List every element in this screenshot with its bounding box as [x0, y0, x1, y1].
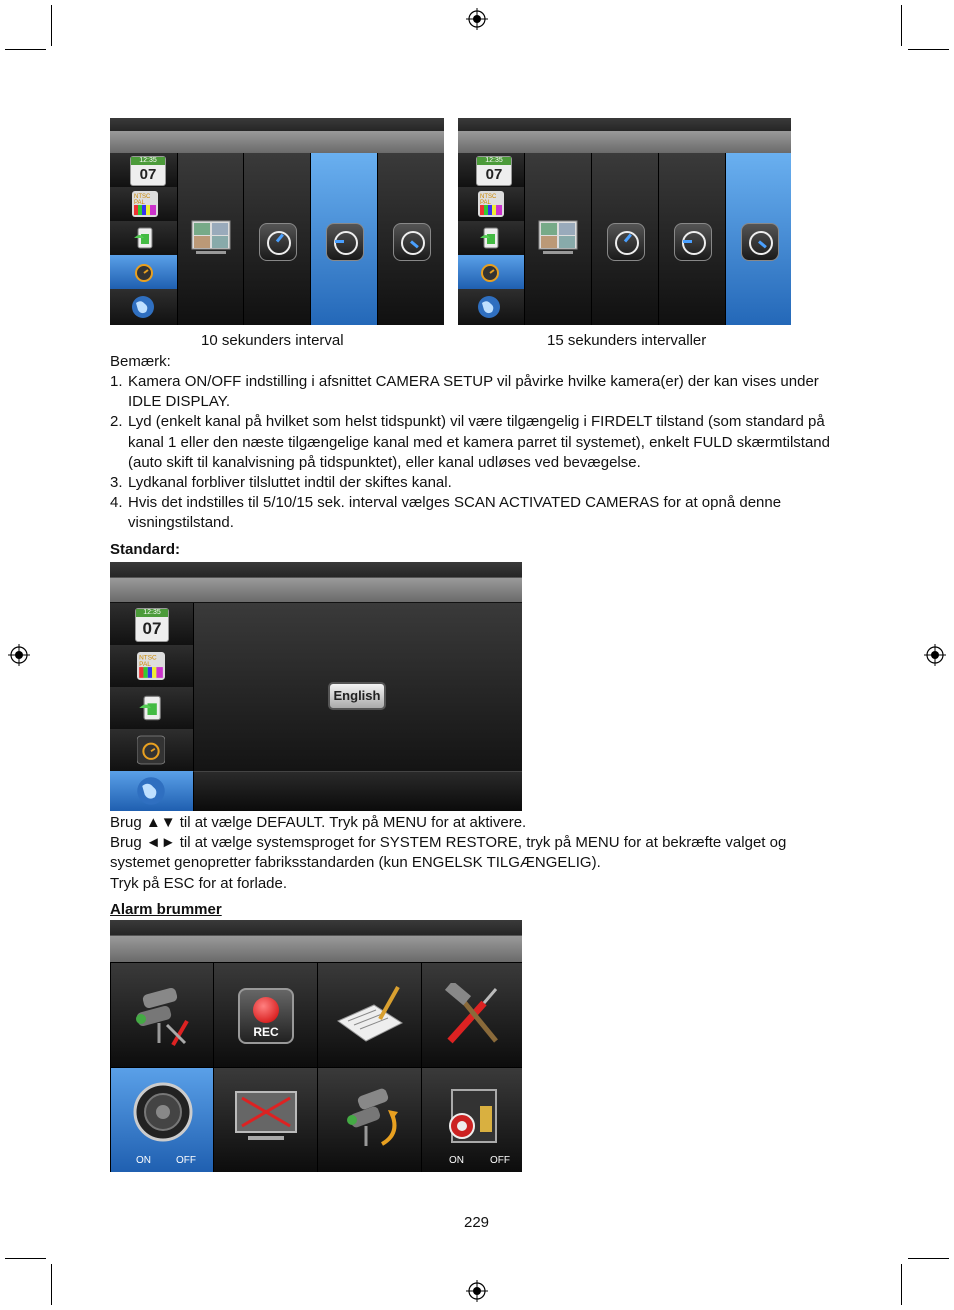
- menu-item-timer[interactable]: [110, 255, 177, 290]
- menu-item-format[interactable]: [110, 645, 193, 688]
- section-heading-alarm: Alarm brummer: [110, 901, 222, 918]
- timer-icon: [674, 223, 712, 261]
- note-text: Lyd (enkelt kanal på hvilket som helst tidspunkt) vil være tilgængelig i FIRDELT tilstand (som standard på kanal 1 eller den næste tilgængelige kanal med et kamera parret til systemet), enkelt FULD skærmtilstand (auto skift til kanalvisning på tidspunktet), eller kanal udløses ved bevægelse.: [128, 413, 830, 471]
- tile-camera-setup[interactable]: [110, 962, 215, 1069]
- screen-header-bar: [458, 131, 791, 153]
- menu-item-language[interactable]: [458, 289, 525, 325]
- camera-rotate-icon: [340, 1086, 404, 1152]
- option-10-sec[interactable]: [658, 153, 726, 325]
- timer-icon: [133, 261, 155, 283]
- menu-item-battery[interactable]: [458, 221, 525, 256]
- screen-header-bar: [110, 131, 444, 153]
- option-quad-view[interactable]: [177, 153, 244, 325]
- quad-view-icon: [190, 219, 232, 259]
- menu-item-timer[interactable]: [458, 255, 525, 290]
- option-10-sec[interactable]: [310, 153, 378, 325]
- side-menu: [110, 153, 177, 325]
- monitor-off-icon: [234, 1090, 298, 1146]
- menu-item-format[interactable]: [110, 187, 177, 222]
- menu-item-date[interactable]: [110, 603, 193, 646]
- instruction-line: Tryk på ESC for at forlade.: [110, 875, 288, 892]
- menu-item-timer[interactable]: [110, 729, 193, 772]
- battery-icon: [132, 226, 156, 250]
- note-text: Kamera ON/OFF indstilling i afsnittet CAMERA SETUP vil påvirke hvilke kamera(er) der kan vises under IDLE DISPLAY.: [128, 373, 819, 411]
- menu-item-date[interactable]: [458, 153, 525, 188]
- option-15-sec[interactable]: [377, 153, 444, 325]
- tile-document[interactable]: [317, 962, 423, 1069]
- note-number: 2.: [110, 413, 123, 431]
- language-english-label: English: [333, 688, 381, 703]
- crop-mark: [908, 1258, 949, 1259]
- menu-item-language[interactable]: [110, 289, 177, 325]
- ntsc-pal-icon: [478, 191, 504, 217]
- svg-text:PAL: PAL: [139, 661, 151, 668]
- crop-mark: [908, 49, 949, 50]
- crop-mark: [901, 1264, 902, 1305]
- crop-mark: [901, 5, 902, 46]
- screen-header-bar: [110, 578, 522, 602]
- screen-standard: [110, 562, 522, 811]
- tile-record[interactable]: [213, 962, 319, 1069]
- screen-15-sec-interval: [458, 118, 791, 325]
- menu-item-date[interactable]: [110, 153, 177, 188]
- crop-mark: [5, 49, 46, 50]
- side-menu: [110, 603, 193, 811]
- globe-icon: [477, 295, 501, 319]
- menu-item-language[interactable]: [110, 771, 193, 811]
- caption-15-sec: 15 sekunders intervaller: [547, 332, 707, 349]
- note-number: 4.: [110, 494, 123, 512]
- registration-mark-icon: [924, 644, 946, 666]
- screen-title-bar: [110, 118, 444, 132]
- crop-mark: [51, 1264, 52, 1305]
- option-5-sec[interactable]: [243, 153, 311, 325]
- globe-icon: [131, 295, 155, 319]
- screen-header-bar: [110, 936, 522, 962]
- instruction-line: systemet genopretter fabriksstandarden (kun ENGELSK TILGÆNGELIG).: [110, 854, 601, 871]
- sd-card-icon: [440, 1086, 506, 1146]
- timer-icon: [479, 261, 501, 283]
- document-icon: [334, 983, 406, 1047]
- tile-camera-rotate[interactable]: [317, 1067, 423, 1172]
- tools-icon: [440, 983, 506, 1047]
- speaker-icon: [133, 1082, 193, 1142]
- timer-icon: [326, 223, 364, 261]
- timer-icon: [607, 223, 645, 261]
- note-text: Hvis det indstilles til 5/10/15 sek. interval vælges SCAN ACTIVATED CAMERAS for at opnå denne visningstilstand.: [128, 494, 782, 532]
- crop-mark: [51, 5, 52, 46]
- svg-text:PAL: PAL: [134, 200, 145, 206]
- content-footer: [193, 771, 522, 811]
- timer-icon: [137, 735, 165, 765]
- screen-10-sec-interval: [110, 118, 444, 325]
- svg-text:PAL: PAL: [480, 200, 491, 206]
- battery-icon: [478, 226, 502, 250]
- tile-tools[interactable]: [421, 962, 522, 1069]
- timer-icon: [741, 223, 779, 261]
- note-text: Lydkanal forbliver tilsluttet indtil der skiftes kanal.: [128, 474, 452, 491]
- timer-icon: [259, 223, 297, 261]
- screen-title-bar: [110, 920, 522, 936]
- menu-item-battery[interactable]: [110, 687, 193, 730]
- rec-label: REC: [253, 1025, 279, 1039]
- battery-icon: [137, 693, 165, 723]
- camera-settings-icon: [129, 985, 195, 1047]
- note-number: 3.: [110, 474, 123, 491]
- alarm-on-label[interactable]: ON: [136, 1155, 151, 1166]
- screen-title-bar: [458, 118, 791, 132]
- registration-mark-icon: [8, 644, 30, 666]
- svg-text:NTSC: NTSC: [139, 654, 157, 662]
- registration-mark-icon: [466, 8, 488, 30]
- menu-item-battery[interactable]: [110, 221, 177, 256]
- calendar-icon: 12:35 07: [130, 156, 166, 186]
- screen-alarm-grid: [110, 920, 522, 1172]
- record-icon: [238, 988, 294, 1044]
- sd-on-label[interactable]: ON: [449, 1155, 464, 1166]
- crop-mark: [5, 1258, 46, 1259]
- alarm-off-label[interactable]: OFF: [176, 1155, 196, 1166]
- instruction-line: Brug ▲▼ til at vælge DEFAULT. Tryk på MENU for at aktivere.: [110, 814, 527, 831]
- calendar-icon: 12:35 07: [476, 156, 512, 186]
- tile-alarm-buzzer[interactable]: [110, 1067, 215, 1172]
- language-english-button[interactable]: [328, 682, 386, 710]
- page-number: 229: [464, 1214, 490, 1231]
- option-quad-view[interactable]: [524, 153, 592, 325]
- menu-item-format[interactable]: [458, 187, 525, 222]
- option-5-sec[interactable]: [591, 153, 659, 325]
- sd-off-label[interactable]: OFF: [490, 1155, 510, 1166]
- calendar-icon: 12:35 07: [135, 608, 169, 642]
- note-list: [110, 372, 850, 534]
- ntsc-pal-icon: [137, 651, 165, 681]
- ntsc-pal-icon: [132, 191, 158, 217]
- quad-view-icon: [537, 219, 579, 259]
- section-heading-standard: Standard:: [110, 541, 181, 558]
- tile-sd-card[interactable]: [421, 1067, 522, 1172]
- svg-text:NTSC: NTSC: [134, 194, 151, 200]
- globe-icon: [136, 776, 166, 806]
- note-number: 1.: [110, 373, 123, 390]
- tile-monitor-off[interactable]: [213, 1067, 319, 1172]
- svg-text:NTSC: NTSC: [480, 194, 497, 200]
- option-15-sec[interactable]: [725, 153, 791, 325]
- side-menu: [458, 153, 525, 325]
- registration-mark-icon: [466, 1280, 488, 1302]
- screen-title-bar: [110, 562, 522, 578]
- caption-10-sec: 10 sekunders interval: [201, 332, 344, 349]
- timer-icon: [393, 223, 431, 261]
- note-heading: Bemærk:: [110, 353, 171, 370]
- instruction-line: Brug ◄► til at vælge systemsproget for SYSTEM RESTORE, tryk på MENU for at bekræfte valget og: [110, 834, 787, 851]
